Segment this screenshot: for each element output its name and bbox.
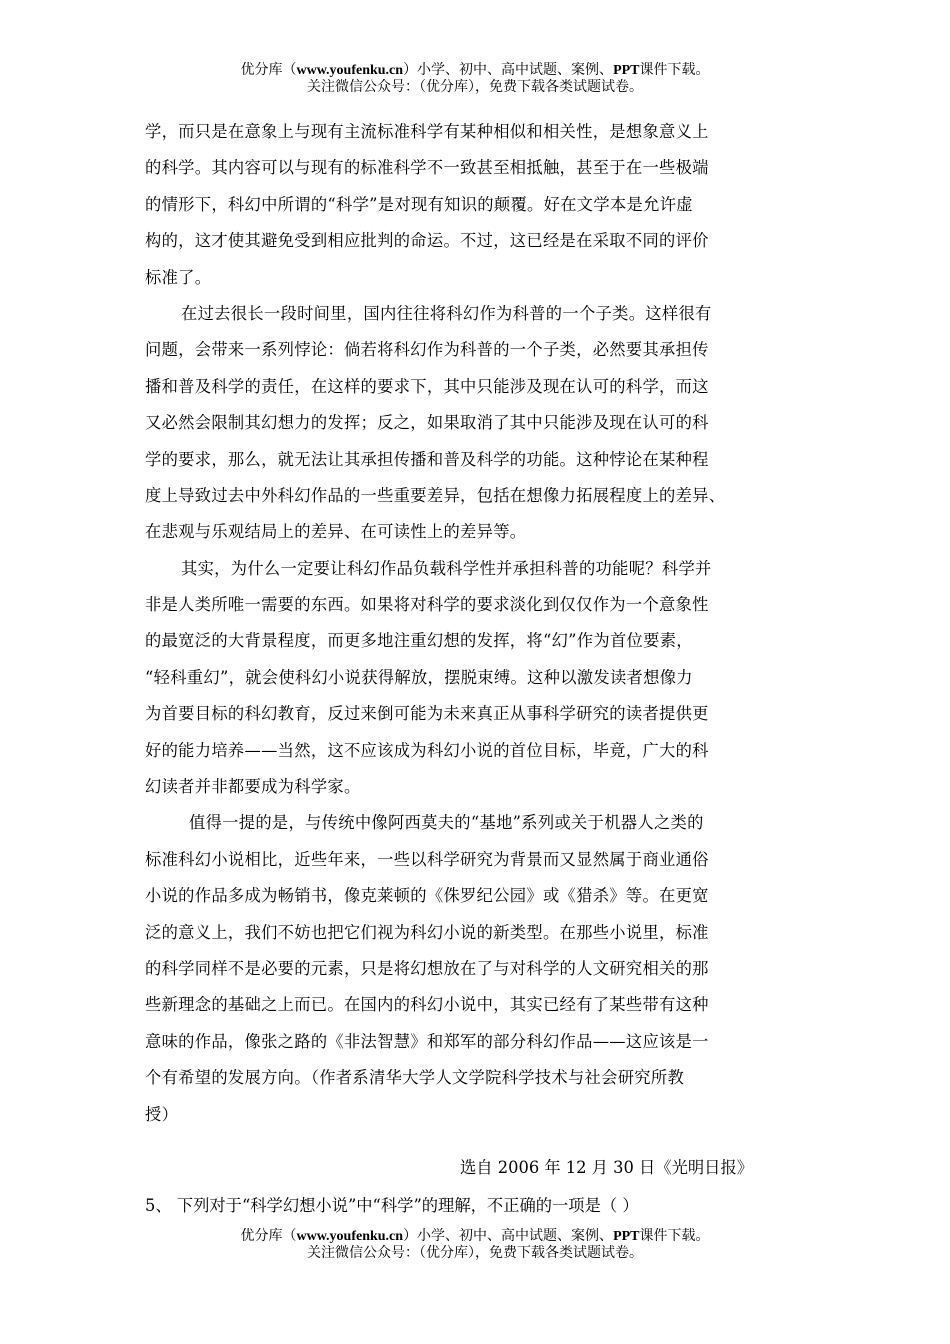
header-text-a: 优分库（ xyxy=(240,62,297,78)
page-footer xyxy=(0,1228,950,1262)
body-line: 小说的作品多成为畅销书，像克莱顿的《侏罗纪公园》或《猎杀》等。在更宽 xyxy=(145,886,709,906)
body-line: 幻读者并非都要成为科学家。 xyxy=(145,777,361,797)
header-url: www.youfenku.cn xyxy=(296,63,404,78)
body-line: 些新理念的基础之上而已。在国内的科幻小说中，其实已经有了某些带有这种 xyxy=(145,995,709,1015)
body-line: 标准了。 xyxy=(145,267,212,287)
paragraph-start-line: 其实，为什么一定要让科幻作品负载科学性并承担科普的功能呢？科学并 xyxy=(181,558,712,578)
header-line-1 xyxy=(0,62,950,79)
body-line: 非是人类所唯一需要的东西。如果将对科学的要求淡化到仅仅作为一个意象性 xyxy=(145,595,709,615)
footer-ppt: PPT xyxy=(613,1229,640,1244)
footer-text-a: 优分库（ xyxy=(240,1228,297,1244)
body-line: 问题，会带来一系列悖论：倘若将科幻作为科普的一个子类，必然要其承担传 xyxy=(145,340,709,360)
body-line: 又必然会限制其幻想力的发挥；反之，如果取消了其中只能涉及现在认可的科 xyxy=(145,413,709,433)
header-text-b: ）小学、初中、高中试题、案例、 xyxy=(403,62,614,78)
header-text-c: 课件下载。 xyxy=(639,62,710,78)
body-line: 标准科幻小说相比，近些年来，一些以科学研究为背景而又显然属于商业通俗 xyxy=(145,849,709,869)
body-line: 泛的意义上，我们不妨也把它们视为科幻小说的新类型。在那些小说里，标准 xyxy=(145,922,709,942)
body-line: 的科学。其内容可以与现有的标准科学不一致甚至相抵触，甚至于在一些极端 xyxy=(145,158,709,178)
body-line: 的科学同样不是必要的元素，只是将幻想放在了与对科学的人文研究相关的那 xyxy=(145,958,709,978)
question-5: 5、 下列对于“科学幻想小说”中“科学”的理解，不正确的一项是（ ） xyxy=(145,1196,639,1215)
source-citation: 选自 2006 年 12 月 30 日《光明日报》 xyxy=(460,1158,754,1177)
page-header xyxy=(0,62,950,96)
footer-line-1 xyxy=(0,1228,950,1245)
body-line: 学，而只是在意象上与现有主流标准科学有某种相似和相关性，是想象意义上 xyxy=(145,122,709,141)
body-line: 度上导致过去中外科幻作品的一些重要差异，包括在想像力拓展程度上的差异、 xyxy=(145,485,726,505)
body-line: 意味的作品，像张之路的《非法智慧》和郑军的部分科幻作品——这应该是一 xyxy=(145,1031,709,1051)
footer-url: www.youfenku.cn xyxy=(296,1229,404,1244)
article-body xyxy=(145,114,817,1133)
body-line: 个有希望的发展方向。（作者系清华大学人文学院科学技术与社会研究所教 xyxy=(145,1068,685,1088)
footer-text-b: ）小学、初中、高中试题、案例、 xyxy=(403,1228,614,1244)
body-line: 学的要求，那么，就无法让其承担传播和普及科学的功能。这种悖论在某种程 xyxy=(145,449,709,469)
body-line: 授） xyxy=(145,1104,179,1124)
body-line: 的情形下，科幻中所谓的“科学”是对现有知识的颠覆。好在文学本是允许虚 xyxy=(145,194,693,214)
footer-text-c: 课件下载。 xyxy=(639,1228,710,1244)
paragraph-start-line: 值得一提的是，与传统中像阿西莫夫的“基地”系列或关于机器人之类的 xyxy=(189,813,704,833)
footer-line-2: 关注微信公众号：（优分库），免费下载各类试题试卷。 xyxy=(307,1245,643,1261)
body-line: “轻科重幻”，就会使科幻小说获得解放，摆脱束缚。这种以激发读者想像力 xyxy=(145,667,693,687)
header-ppt: PPT xyxy=(613,63,640,78)
body-line: 构的，这才使其避免受到相应批判的命运。不过，这已经是在采取不同的评价 xyxy=(145,231,709,251)
paragraph-start-line: 在过去很长一段时间里，国内往往将科幻作为科普的一个子类。这样很有 xyxy=(181,303,712,323)
body-line: 在悲观与乐观结局上的差异、在可读性上的差异等。 xyxy=(145,522,527,542)
body-line: 的最宽泛的大背景程度，而更多地注重幻想的发挥，将“幻”作为首位要素， xyxy=(145,631,693,651)
body-line: 好的能力培养——当然，这不应该成为科幻小说的首位目标，毕竟，广大的科 xyxy=(145,740,709,760)
body-line: 播和普及科学的责任，在这样的要求下，其中只能涉及现在认可的科学，而这 xyxy=(145,376,709,396)
header-line-2: 关注微信公众号：（优分库），免费下载各类试题试卷。 xyxy=(307,79,643,95)
body-line: 为首要目标的科幻教育，反过来倒可能为未来真正从事科学研究的读者提供更 xyxy=(145,704,709,724)
